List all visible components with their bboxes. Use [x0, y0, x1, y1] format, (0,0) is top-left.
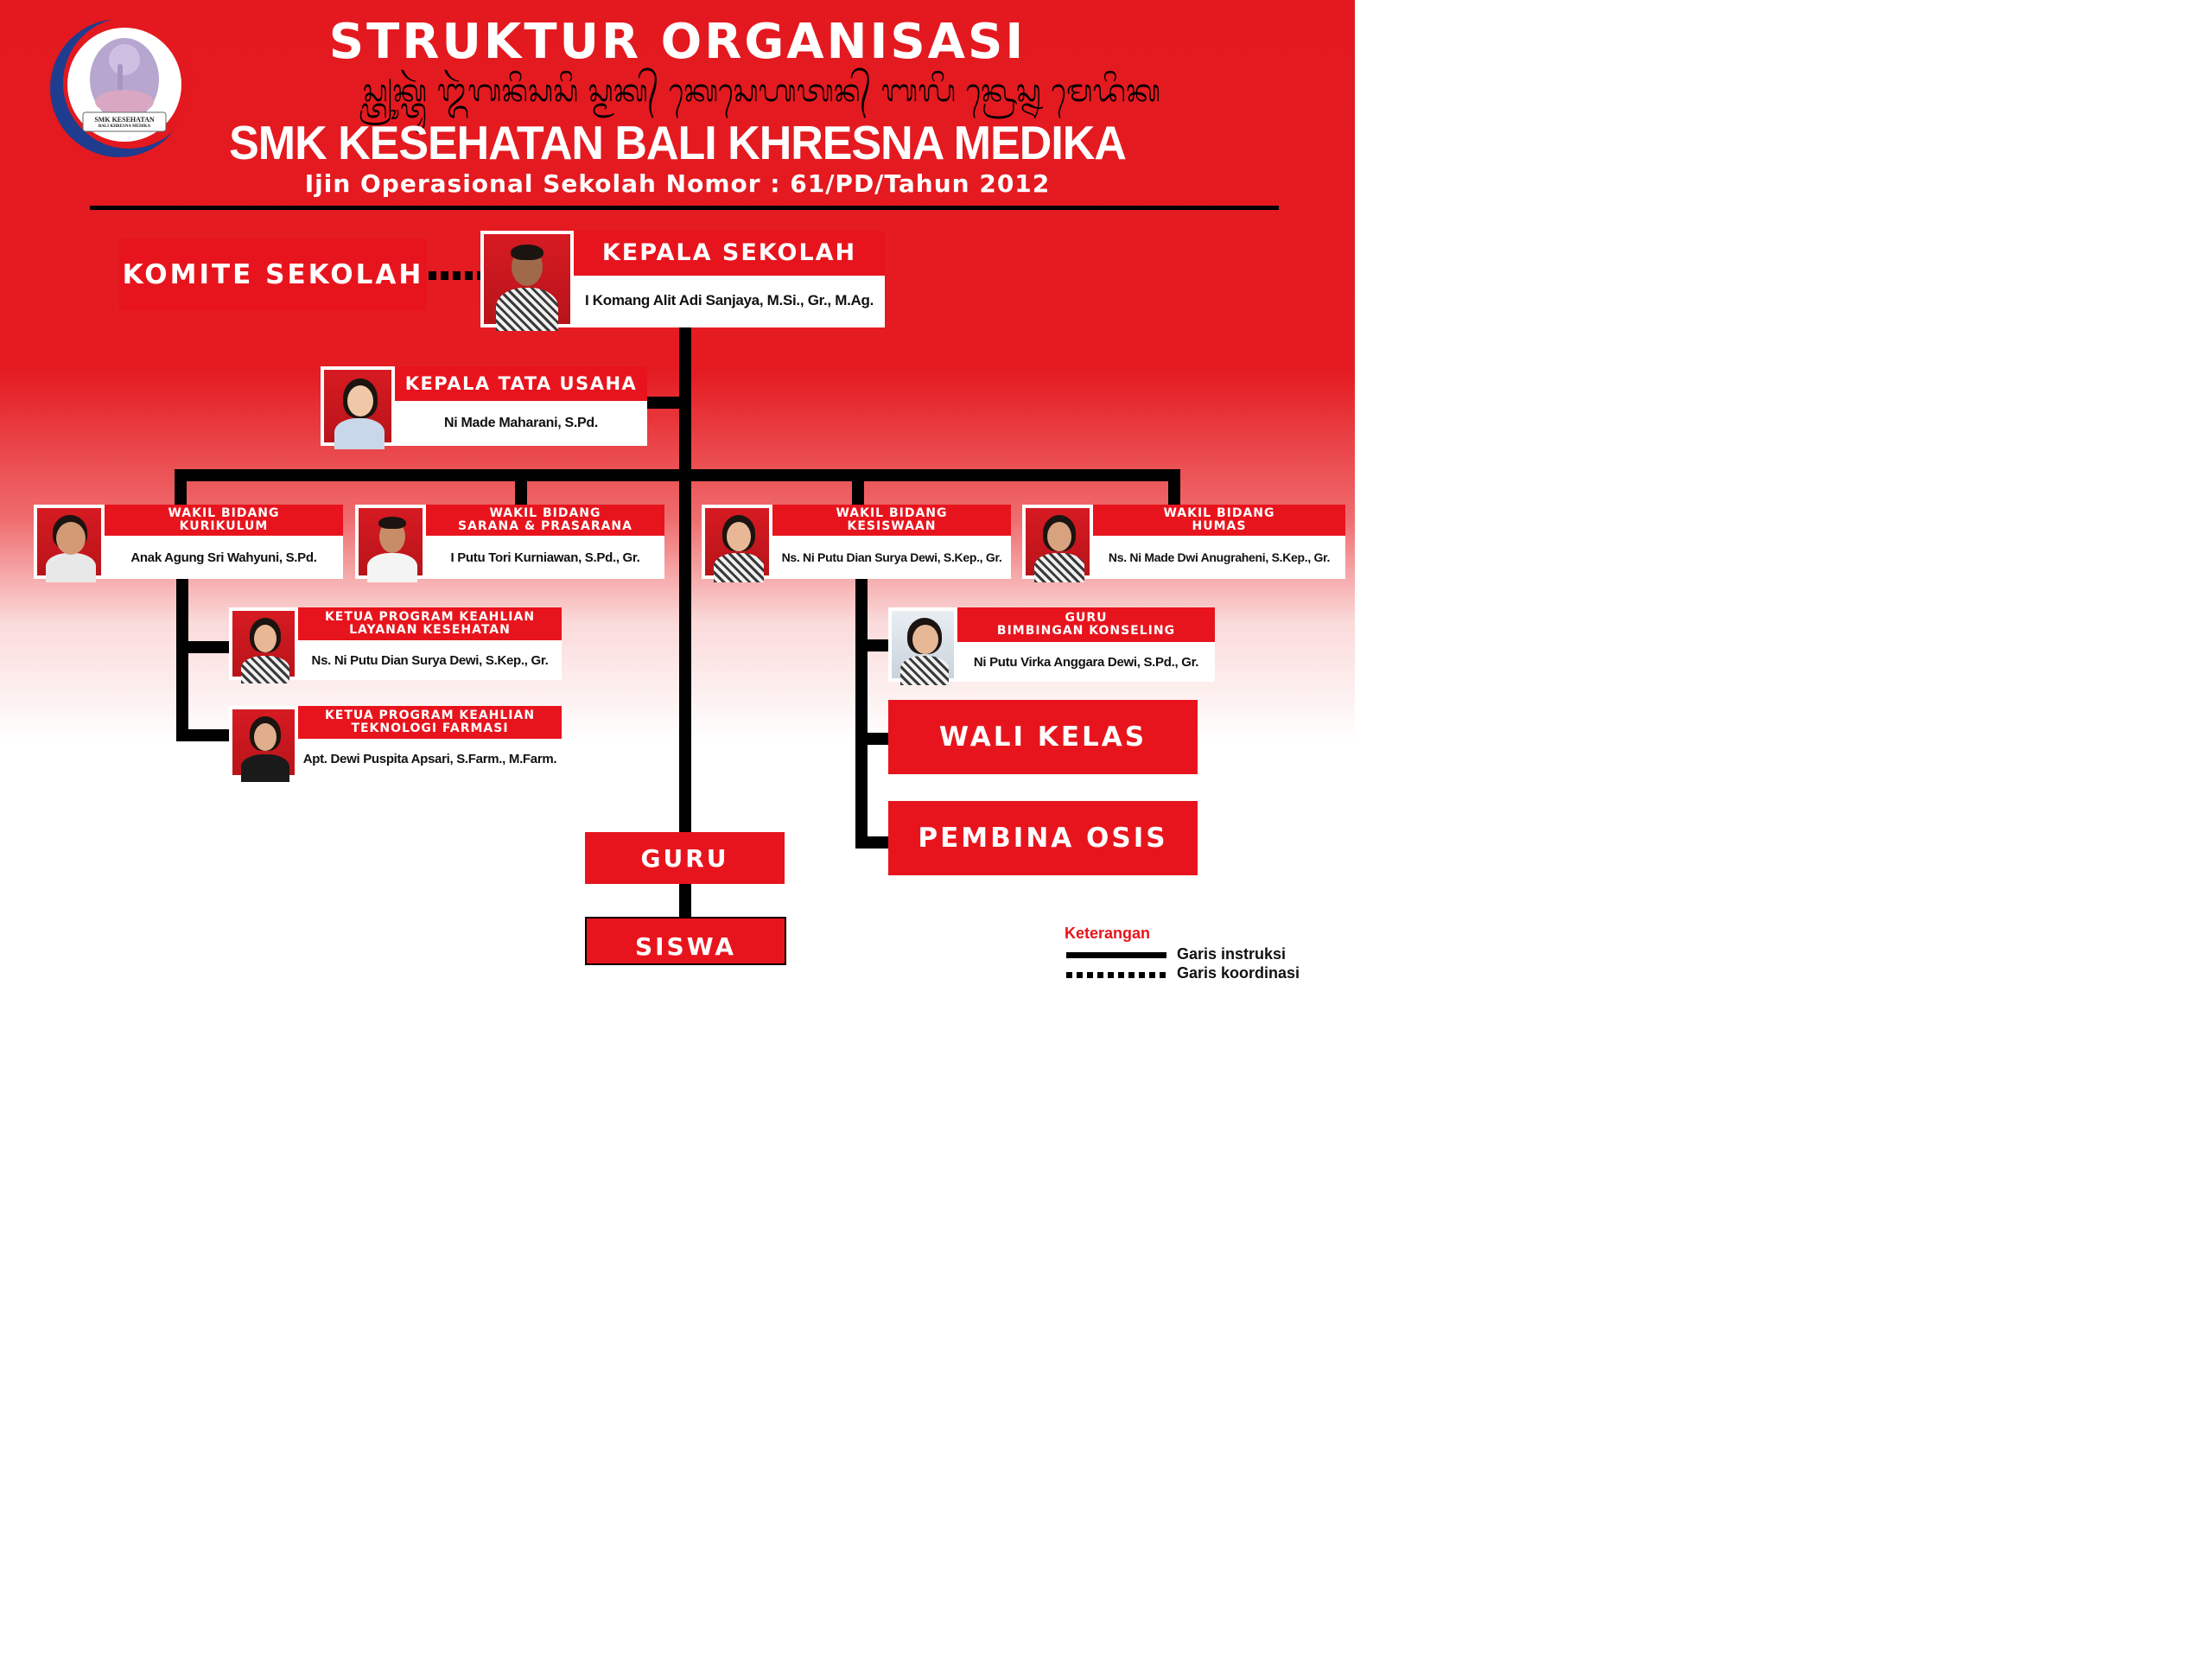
guru-siswa-line	[679, 881, 691, 918]
wakil-kurikulum-role-line2: KURIKULUM	[179, 519, 269, 533]
siswa-box: SISWA	[585, 917, 786, 965]
wakil-drop-2	[515, 469, 527, 507]
school-name: SMK KESEHATAN BALI KHRESNA MEDIKA	[229, 117, 1126, 170]
wakil-kesiswaan-role-line1: WAKIL BIDANG	[836, 506, 948, 521]
kaprog-farmasi-role-line1: KETUA PROGRAM KEAHLIAN	[324, 709, 536, 723]
tata-usaha-card	[321, 366, 647, 446]
wakil-drop-3	[852, 469, 864, 507]
wakil-sarpras-role-line2: SARANA & PRASARANA	[457, 519, 632, 533]
wali-kelas-box: WALI KELAS	[888, 700, 1198, 774]
kaprog-farmasi-photo	[229, 706, 298, 779]
kepala-sekolah-role: KEPALA SEKOLAH	[574, 231, 885, 276]
wakil-sarpras-photo	[355, 505, 426, 579]
bk-connector	[855, 639, 890, 652]
guru-bk-name: Ni Putu Virka Anggara Dewi, S.Pd., Gr.	[957, 642, 1215, 682]
tata-usaha-connector	[646, 397, 681, 409]
tata-usaha-name: Ni Made Maharani, S.Pd.	[395, 401, 647, 446]
tata-usaha-photo	[321, 366, 395, 446]
kesiswaan-vertical	[855, 577, 868, 849]
kepala-sekolah-card	[480, 231, 885, 327]
logo-text-line2: BALI KHRESNA MEDIKA	[98, 124, 151, 129]
kaprog-layanan-role-line2: LAYANAN KESEHATAN	[349, 623, 511, 637]
wakil-humas-photo	[1022, 505, 1093, 579]
legend-dotted-label: Garis koordinasi	[1177, 964, 1300, 982]
wakil-humas-role-line1: WAKIL BIDANG	[1163, 506, 1275, 521]
guru-box: GURU	[585, 832, 785, 884]
kepala-sekolah-photo	[480, 231, 574, 327]
header-divider	[90, 206, 1279, 210]
guru-bk-role-line1: GURU	[1065, 611, 1108, 626]
legend-dotted-line-icon	[1066, 972, 1166, 978]
guru-bk-role-line2: BIMBINGAN KONSELING	[996, 624, 1176, 638]
wakil-humas-role-line2: HUMAS	[1192, 519, 1247, 533]
wakil-kesiswaan-photo	[702, 505, 772, 579]
wakil-kurikulum-photo	[34, 505, 105, 579]
wakil-kurikulum-role-line1: WAKIL BIDANG	[168, 506, 280, 521]
kaprog2-connector	[176, 729, 232, 741]
kaprog-layanan-name: Ns. Ni Putu Dian Surya Dewi, S.Kep., Gr.	[298, 640, 562, 680]
legend	[1065, 925, 1324, 985]
page-title: STRUKTUR ORGANISASI	[328, 14, 1027, 70]
legend-solid-line-icon	[1066, 952, 1166, 958]
tata-usaha-role: KEPALA TATA USAHA	[395, 366, 647, 401]
kurikulum-vertical	[176, 577, 188, 741]
wakil-kesiswaan-card	[702, 505, 1011, 579]
wakil-drop-4	[1168, 469, 1180, 507]
kaprog-farmasi-role-line2: TEKNOLOGI FARMASI	[351, 721, 509, 735]
operational-permit: Ijin Operasional Sekolah Nomor : 61/PD/Tahun 2012	[304, 169, 1051, 198]
kaprog-farmasi-name: Apt. Dewi Puspita Apsari, S.Farm., M.Farm.	[298, 739, 562, 779]
wakil-sarpras-card	[355, 505, 664, 579]
kaprog-layanan-role-line1: KETUA PROGRAM KEAHLIAN	[324, 610, 536, 625]
wakil-humas-card	[1022, 505, 1345, 579]
logo-text-line1: SMK KESEHATAN	[94, 116, 155, 124]
pembina-osis-box: PEMBINA OSIS	[888, 801, 1198, 875]
kaprog1-connector	[176, 641, 232, 653]
komite-sekolah-box: KOMITE SEKOLAH	[119, 238, 427, 311]
kepala-sekolah-name: I Komang Alit Adi Sanjaya, M.Si., Gr., M.Ag.	[574, 276, 885, 326]
wakil-kesiswaan-name: Ns. Ni Putu Dian Surya Dewi, S.Kep., Gr.	[772, 536, 1011, 579]
osis-connector	[855, 836, 890, 849]
wakil-sarpras-role-line1: WAKIL BIDANG	[489, 506, 601, 521]
wakil-humas-name: Ns. Ni Made Dwi Anugraheni, S.Kep., Gr.	[1093, 536, 1345, 579]
wakil-kurikulum-name: Anak Agung Sri Wahyuni, S.Pd.	[105, 536, 343, 579]
guru-bk-photo	[888, 607, 957, 682]
balinese-script-title: ᬲ᭄ᬢ᭄ᬭᬸᬓ᭄ᬢᬸᬃ ᬑᬃᬕᬦᬶᬲᬲᬶ ᬲ᭄ᬫᬓ᭄ ᬓᬾᬲᬾᬳᬢᬦ᭄ ᬩᬮᬶ ᬔ᭄ᬭᬾᬲ᭄ᬦ ᬫᬾᬤᬶᬓ	[363, 73, 1161, 109]
wakil-kesiswaan-role-line2: KESISWAAN	[847, 519, 937, 533]
wakil-drop-1	[175, 469, 187, 507]
wakil-horizontal-line	[175, 469, 1180, 481]
kaprog-farmasi-card	[229, 706, 562, 779]
komite-coordination-line	[429, 271, 482, 280]
main-vertical-line	[679, 327, 691, 835]
legend-solid-label: Garis instruksi	[1177, 945, 1287, 963]
kaprog-layanan-card	[229, 607, 562, 680]
org-chart	[0, 0, 1355, 1016]
wakil-sarpras-name: I Putu Tori Kurniawan, S.Pd., Gr.	[426, 536, 664, 579]
wakil-kurikulum-card	[34, 505, 343, 579]
kaprog-layanan-photo	[229, 607, 298, 680]
wali-connector	[855, 733, 890, 745]
legend-title: Keterangan	[1065, 925, 1151, 942]
guru-bk-card	[888, 607, 1215, 682]
